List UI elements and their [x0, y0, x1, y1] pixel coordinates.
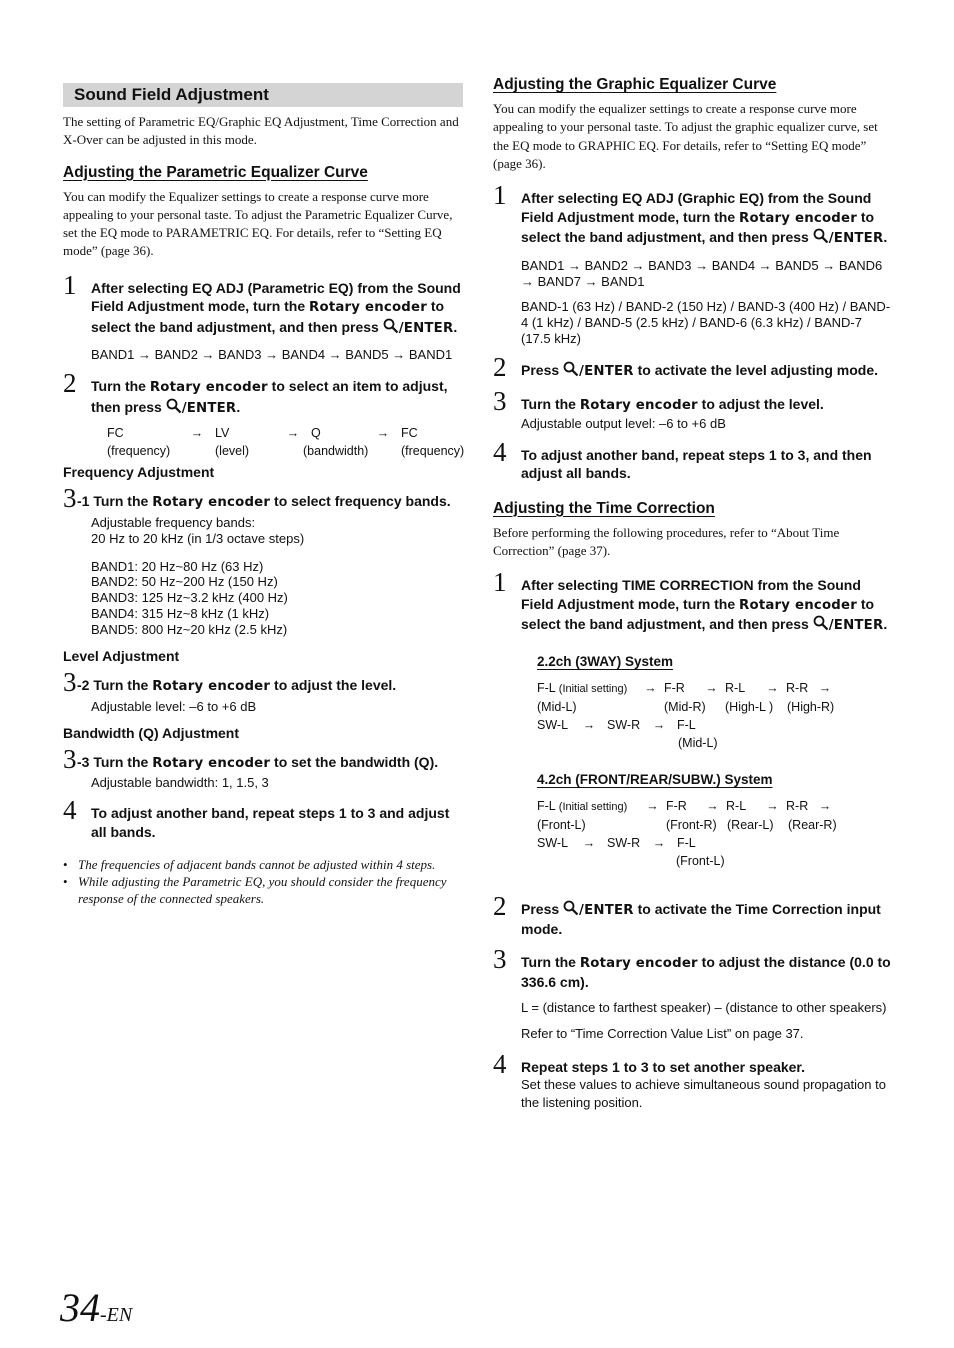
peq-step-4	[63, 795, 463, 841]
system-4-2ch-row2-role: (Front-L)	[676, 853, 725, 868]
notes-list	[63, 857, 463, 907]
step-title: To adjust another band, repeat steps 1 to 3, and then adjust all bands.	[521, 446, 872, 482]
step-number: 1	[63, 269, 77, 300]
note-item: • The frequencies of adjacent bands cannot be adjusted within 4 steps.	[63, 857, 463, 874]
step-number: 3	[493, 386, 507, 417]
note-item: • While adjusting the Parametric EQ, you should consider the frequency response of the connected speakers.	[63, 874, 463, 908]
band-list: BAND1: 20 Hz~80 Hz (63 Hz) BAND2: 50 Hz~200 Hz (150 Hz) BAND3: 125 Hz~3.2 kHz (400 Hz) BAND4: 315 Hz~8 kHz (1 kHz) BAND5: 800 Hz~20 kHz (2.5 kHz)	[91, 558, 288, 637]
frequency-adjustment-label: Frequency Adjustment	[63, 464, 215, 481]
system-2-2ch-flow: F-L (Initial setting) → F-R → R-L → R-R →	[537, 680, 832, 695]
distance-formula: L = (distance to farthest speaker) – (distance to other speakers)	[521, 999, 887, 1015]
peq-step-3-3	[63, 743, 463, 792]
step-title: To adjust another band, repeat steps 1 to 3 and adjust all bands.	[91, 805, 450, 840]
step-number: 3	[493, 943, 507, 974]
step-title: Turn the Rotary encoder to adjust the level.	[521, 396, 824, 414]
tc-step-2	[493, 890, 893, 939]
step-title: -2 Turn the Rotary encoder to adjust the level.	[77, 677, 397, 695]
step-title: After selecting TIME CORRECTION from the Sound Field Adjustment mode, turn the Rotary encoder to select the band adjustment, and then press /ENTER.	[521, 576, 893, 636]
system-2-2ch-roles: (Mid-L) (Mid-R) (High-L ) (High-R)	[537, 699, 835, 714]
step-number: 4	[493, 436, 507, 467]
step-title: -3 Turn the Rotary encoder to set the bandwidth (Q).	[77, 753, 439, 771]
left-column	[63, 76, 463, 908]
peq-step-3-1	[63, 483, 463, 637]
search-icon	[813, 228, 829, 249]
geq-step-1	[493, 180, 893, 347]
section-intro: The setting of Parametric EQ/Graphic EQ Adjustment, Time Correction and X-Over can be adjusted in this mode.	[63, 114, 459, 148]
step-title: Turn the Rotary encoder to adjust the distance (0.0 to 336.6 cm).	[521, 953, 891, 991]
step-note: Adjustable output level: –6 to +6 dB	[521, 415, 726, 431]
step-title: Repeat steps 1 to 3 to set another speaker.	[521, 1058, 805, 1075]
step-number: 1	[493, 567, 507, 598]
peq-step-2	[63, 368, 465, 460]
step-title: After selecting EQ ADJ (Parametric EQ) from the Sound Field Adjustment mode, turn the Rotary encoder to select the band adjustment, and then press /ENTER.	[91, 279, 463, 339]
step-note: Adjustable frequency bands:	[91, 514, 256, 530]
step-note: Adjustable level: –6 to +6 dB	[91, 698, 257, 714]
step-number: 1	[493, 180, 507, 211]
level-adjustment-label: Level Adjustment	[63, 648, 180, 665]
geq-step-3	[493, 386, 893, 432]
value-list-reference: Refer to “Time Correction Value List” on page 37.	[521, 1025, 804, 1041]
step-number: 4	[63, 795, 77, 826]
page-number: 34-EN	[60, 1285, 133, 1330]
system-2-2ch-row2-role: (Mid-L)	[678, 735, 718, 750]
system-4-2ch-row2: SW-L → SW-R → F-L	[537, 835, 696, 850]
tc-step-3	[493, 943, 893, 1042]
bandwidth-adjustment-label: Bandwidth (Q) Adjustment	[63, 724, 240, 741]
search-icon	[813, 615, 829, 636]
tc-heading: Adjusting the Time Correction	[493, 499, 715, 517]
search-icon	[563, 361, 579, 382]
peq-step-1	[63, 269, 463, 364]
step-number: 3	[63, 483, 77, 514]
system-4-2ch-roles: (Front-L) (Front-R) (Rear-L) (Rear-R)	[537, 817, 837, 832]
system-4-2ch-title: 4.2ch (FRONT/REAR/SUBW.) System	[537, 771, 773, 787]
step-title: Turn the Rotary encoder to select an item to adjust, then press /ENTER.	[91, 377, 463, 418]
system-2-2ch-title: 2.2ch (3WAY) System	[537, 653, 674, 669]
step-note: Set these values to achieve simultaneous sound propagation to the listening position.	[521, 1077, 886, 1111]
step-number: 2	[63, 368, 77, 399]
search-icon	[166, 398, 182, 419]
system-2-2ch-row2: SW-L → SW-R → F-L	[537, 717, 696, 732]
search-icon	[563, 900, 579, 921]
geq-step-4	[493, 436, 893, 483]
step-title: Press /ENTER to activate the Time Correction input mode.	[521, 900, 881, 938]
step-number: 2	[493, 890, 507, 921]
geq-heading: Adjusting the Graphic Equalizer Curve	[493, 76, 777, 93]
geq-step-2	[493, 351, 893, 382]
tc-intro: Before performing the following procedures, refer to “About Time Correction” (page 37).	[493, 524, 840, 558]
step-note: Adjustable bandwidth: 1, 1.5, 3	[91, 775, 269, 791]
search-icon	[383, 318, 399, 339]
section-title: Sound Field Adjustment	[63, 83, 463, 107]
system-4-2ch-flow: F-L (Initial setting) → F-R → R-L → R-R →	[537, 798, 832, 813]
peq-step-3-2	[63, 667, 463, 715]
item-flow: FC → LV → Q → FC (frequency) (level) (bandwidth) (frequency)	[107, 426, 465, 459]
geq-intro: You can modify the equalizer settings to create a response curve more appealing to your personal taste. To adjust the graphic equalizer curve, set the EQ mode to GRAPHIC EQ. For details, refer to “Setting EQ mode” (page 36).	[493, 101, 878, 171]
band-sequence: BAND1 → BAND2 → BAND3 → BAND4 → BAND5 → BAND6 → BAND7 → BAND1	[521, 257, 883, 289]
tc-step-1	[493, 567, 893, 636]
step-number: 3	[63, 667, 77, 698]
step-number: 3	[63, 743, 77, 774]
step-number: 2	[493, 351, 507, 382]
peq-intro: You can modify the Equalizer settings to create a response curve more appealing to your personal taste. To adjust the Parametric Equalizer Curve, set the EQ mode to PARAMETRIC EQ. For details, refer to “Setting EQ mode” (page 36).	[63, 188, 453, 259]
peq-heading: Adjusting the Parametric Equalizer Curve	[63, 163, 368, 181]
step-title: -1 Turn the Rotary encoder to select frequency bands.	[77, 493, 451, 511]
band-frequencies: BAND-1 (63 Hz) / BAND-2 (150 Hz) / BAND-3 (400 Hz) / BAND-4 (1 kHz) / BAND-5 (2.5 kHz) / BAND-6 (6.3 kHz) / BAND-7 (17.5 kHz)	[521, 298, 891, 346]
band-sequence: BAND1 → BAND2 → BAND3 → BAND4 → BAND5 → BAND1	[91, 347, 453, 363]
step-title: Press /ENTER to activate the level adjusting mode.	[521, 361, 893, 382]
step-title: After selecting EQ ADJ (Graphic EQ) from the Sound Field Adjustment mode, turn the Rotary encoder to select the band adjustment, and then press /ENTER.	[521, 189, 893, 249]
step-note: 20 Hz to 20 kHz (in 1/3 octave steps)	[91, 530, 305, 546]
step-number: 4	[493, 1048, 507, 1079]
right-column	[493, 76, 893, 1112]
tc-step-4	[493, 1048, 893, 1113]
